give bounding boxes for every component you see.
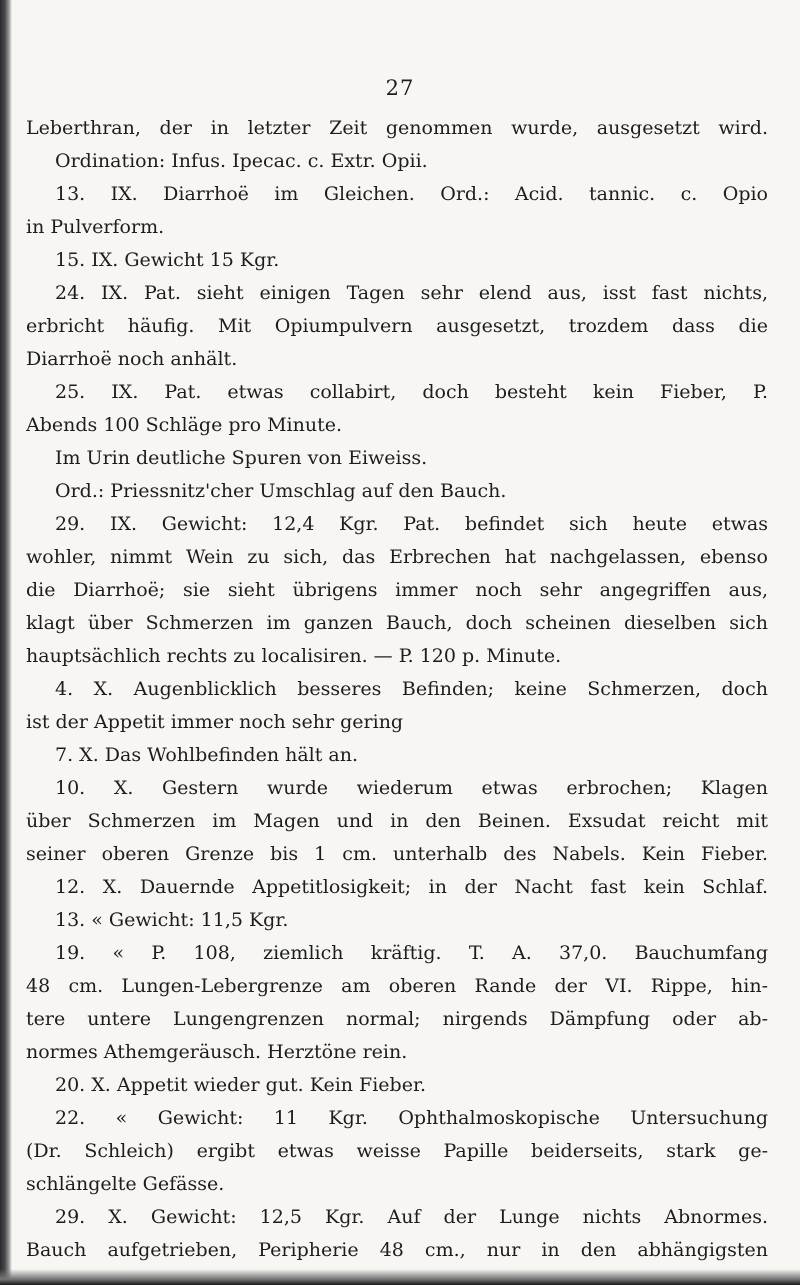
text-line: 4. X. Augenblicklich besseres Befinden; keine Schmerzen, doch [55,678,768,700]
text-line: 24. IX. Pat. sieht einigen Tagen sehr elend aus, isst fast nichts, [55,282,768,304]
text-line: hauptsächlich rechts zu localisiren. — P. 120 p. Minute. [26,645,562,667]
scan-edge-bottom [0,1269,800,1285]
text-line: 15. IX. Gewicht 15 Kgr. [55,249,280,271]
page-number: 27 [385,76,415,100]
text-line: in Pulverform. [26,216,165,238]
text-line: schlängelte Gefässe. [26,1173,225,1195]
text-line: 19. « P. 108, ziemlich kräftig. T. A. 37,0. Bauchumfang [55,942,768,964]
text-line: über Schmerzen im Magen und in den Beinen. Exsudat reicht mit [26,810,768,832]
text-line: 29. X. Gewicht: 12,5 Kgr. Auf der Lunge nichts Abnormes. [55,1206,768,1228]
text-line: tere untere Lungengrenzen normal; nirgends Dämpfung oder ab- [26,1008,768,1030]
text-line: normes Athemgeräusch. Herztöne rein. [26,1041,408,1063]
text-line: wohler, nimmt Wein zu sich, das Erbrechen hat nachgelassen, ebenso [26,546,768,568]
text-line: Ord.: Priessnitz'cher Umschlag auf den Bauch. [55,480,507,502]
text-line: seiner oberen Grenze bis 1 cm. unterhalb des Nabels. Kein Fieber. [26,843,768,865]
text-line: Im Urin deutliche Spuren von Eiweiss. [55,447,428,469]
text-line: Ordination: Infus. Ipecac. c. Extr. Opii. [55,150,428,172]
text-line: 25. IX. Pat. etwas collabirt, doch besteht kein Fieber, P. [55,381,768,403]
text-line: ist der Appetit immer noch sehr gering [26,711,404,733]
text-line: Leberthran, der in letzter Zeit genommen wurde, ausgesetzt wird. [26,117,768,139]
text-line: 13. « Gewicht: 11,5 Kgr. [55,909,289,931]
text-line: Diarrhoë noch anhält. [26,348,238,370]
text-line: 12. X. Dauernde Appetitlosigkeit; in der Nacht fast kein Schlaf. [55,876,768,898]
text-line: 29. IX. Gewicht: 12,4 Kgr. Pat. befindet sich heute etwas [55,513,768,535]
text-line: 48 cm. Lungen-Lebergrenze am oberen Rande der VI. Rippe, hin- [26,975,768,997]
text-line: erbricht häufig. Mit Opiumpulvern ausgesetzt, trozdem dass die [26,315,768,337]
text-line: 13. IX. Diarrhoë im Gleichen. Ord.: Acid. tannic. c. Opio [55,183,768,205]
text-line: (Dr. Schleich) ergibt etwas weisse Papille beiderseits, stark ge- [26,1140,768,1162]
text-line: Abends 100 Schläge pro Minute. [26,414,343,436]
text-line: die Diarrhoë; sie sieht übrigens immer noch sehr angegriffen aus, [26,579,768,601]
body-text [26,112,768,1267]
text-line: 20. X. Appetit wieder gut. Kein Fieber. [55,1074,426,1096]
scan-edge-left [0,0,12,1285]
text-line: Bauch aufgetrieben, Peripherie 48 cm., nur in den abhängigsten [26,1239,768,1261]
text-line: 22. « Gewicht: 11 Kgr. Ophthalmoskopische Untersuchung [55,1107,768,1129]
text-line: 7. X. Das Wohlbefinden hält an. [55,744,359,766]
text-line: klagt über Schmerzen im ganzen Bauch, doch scheinen dieselben sich [26,612,768,634]
text-line: 10. X. Gestern wurde wiederum etwas erbrochen; Klagen [55,777,768,799]
